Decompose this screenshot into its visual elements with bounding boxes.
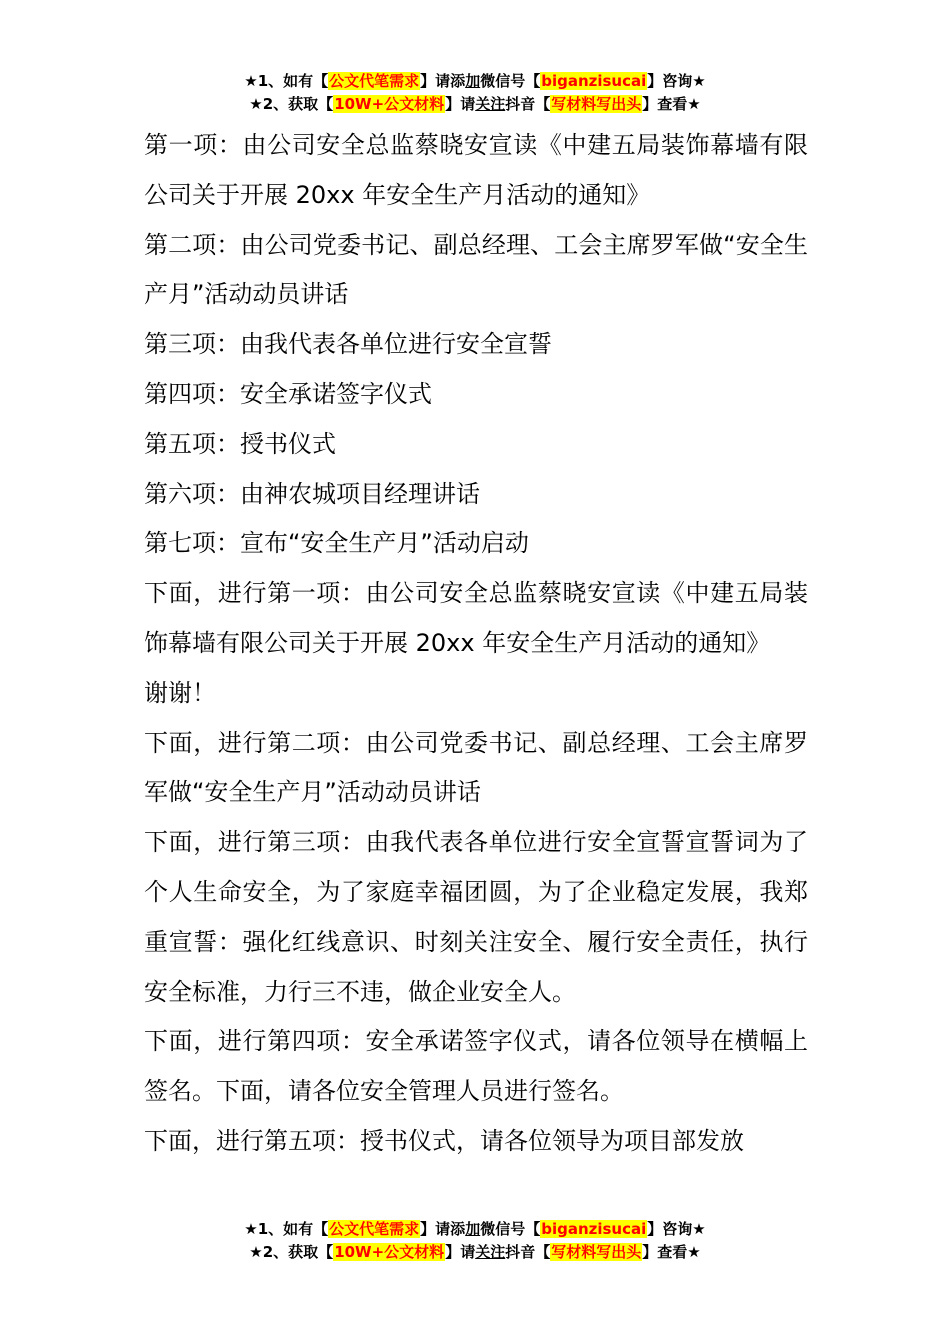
document-body (144, 121, 808, 1167)
paragraph: 下面，进行第二项：由公司党委书记、副总经理、工会主席罗军做“安全生产月”活动动员讲话 (144, 728, 808, 807)
paragraph: 第四项：安全承诺签字仪式 (144, 379, 432, 408)
paragraph: 谢谢！ (144, 678, 216, 707)
banner-line-2-underlined: 关注 (475, 95, 506, 113)
banner-line-2-highlight-douyin: 写材料写出头 (551, 95, 642, 113)
paragraph: 下面，进行第四项：安全承诺签字仪式，请各位领导在横幅上签名。下面，请各位安全管理人员进行签名。 (144, 1027, 808, 1106)
banner-line-1-mid2: 微信号【 (480, 1220, 541, 1238)
banner-line-1 (0, 70, 950, 93)
footer-banner (0, 1218, 950, 1264)
banner-line-1-highlight-wechat: biganzisucai (541, 1220, 647, 1238)
banner-line-2-mid: 】请 (445, 95, 476, 113)
banner-line-1-suffix: 】咨询★ (647, 1220, 706, 1238)
header-banner (0, 70, 950, 116)
banner-line-2-highlight-materials: 10W+公文材料 (334, 1243, 445, 1261)
paragraph: 第一项：由公司安全总监蔡晓安宣读《中建五局装饰幕墙有限公司关于开展 20xx 年安全生产月活动的通知》 (144, 131, 808, 209)
banner-line-1-highlight-wechat: biganzisucai (541, 72, 647, 90)
banner-line-2-suffix: 】查看★ (642, 1243, 701, 1261)
paragraph: 下面，进行第一项：由公司安全总监蔡晓安宣读《中建五局装饰幕墙有限公司关于开展 20xx 年安全生产月活动的通知》 (144, 579, 808, 657)
banner-line-2-highlight-douyin: 写材料写出头 (551, 1243, 642, 1261)
banner-line-1-prefix: ★1、如有【 (244, 72, 329, 90)
banner-line-1-suffix: 】咨询★ (647, 72, 706, 90)
banner-line-1-underlined: 加 (465, 72, 481, 90)
banner-line-2-prefix: ★2、获取【 (249, 95, 334, 113)
banner-line-1-mid2: 微信号【 (480, 72, 541, 90)
banner-line-2-mid2: 抖音【 (505, 95, 551, 113)
paragraph: 第六项：由神农城项目经理讲话 (144, 479, 480, 508)
banner-line-1-mid: 】请添 (420, 72, 466, 90)
banner-line-2 (0, 1241, 950, 1264)
banner-line-2-suffix: 】查看★ (642, 95, 701, 113)
banner-line-2-prefix: ★2、获取【 (249, 1243, 334, 1261)
banner-line-1-prefix: ★1、如有【 (244, 1220, 329, 1238)
paragraph: 第二项：由公司党委书记、副总经理、工会主席罗军做“安全生产月”活动动员讲话 (144, 230, 808, 309)
banner-line-2 (0, 93, 950, 116)
paragraph: 第三项：由我代表各单位进行安全宣誓 (144, 330, 552, 359)
banner-line-1 (0, 1218, 950, 1241)
banner-line-2-mid: 】请 (445, 1243, 476, 1261)
paragraph: 下面，进行第三项：由我代表各单位进行安全宣誓宣誓词为了个人生命安全，为了家庭幸福团圆，为了企业稳定发展，我郑重宣誓：强化红线意识、时刻关注安全、履行安全责任，执行安全标准，力行三不违，做企业安全人。 (144, 828, 808, 1006)
banner-line-1-highlight-service: 公文代笔需求 (329, 72, 420, 90)
banner-line-1-highlight-service: 公文代笔需求 (329, 1220, 420, 1238)
banner-line-1-mid: 】请添 (420, 1220, 466, 1238)
paragraph: 第五项：授书仪式 (144, 429, 336, 458)
paragraph: 下面，进行第五项：授书仪式，请各位领导为项目部发放 (144, 1126, 744, 1155)
banner-line-2-underlined: 关注 (475, 1243, 506, 1261)
banner-line-2-mid2: 抖音【 (505, 1243, 551, 1261)
banner-line-1-underlined: 加 (465, 1220, 481, 1238)
banner-line-2-highlight-materials: 10W+公文材料 (334, 95, 445, 113)
paragraph: 第七项：宣布“安全生产月”活动启动 (144, 529, 529, 558)
